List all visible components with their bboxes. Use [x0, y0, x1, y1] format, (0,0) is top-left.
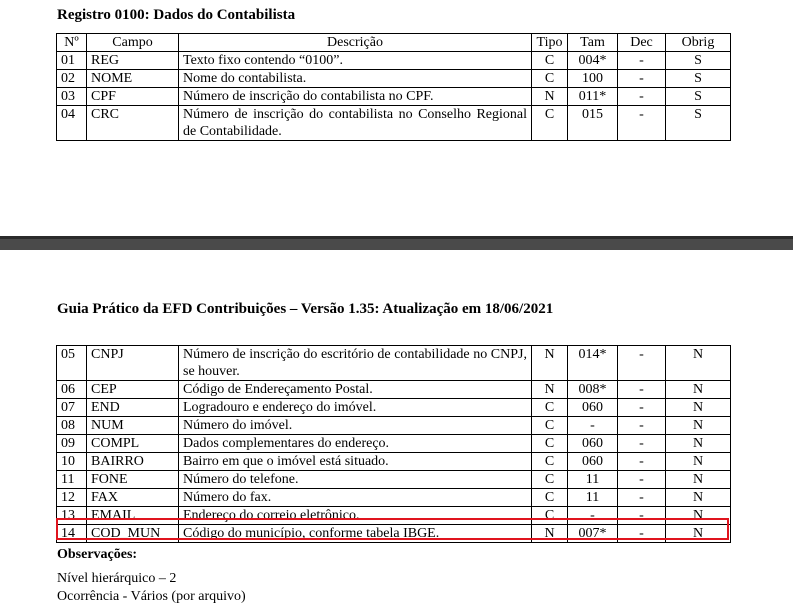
cell-tipo: C	[532, 489, 568, 507]
cell-campo: REG	[87, 52, 179, 70]
table-row	[57, 471, 731, 489]
cell-tam: 004*	[568, 52, 618, 70]
table-row	[57, 70, 731, 88]
cell-n: 07	[57, 399, 87, 417]
cell-tam: 060	[568, 399, 618, 417]
cell-tam: 008*	[568, 381, 618, 399]
header-campo: Campo	[87, 34, 179, 52]
table-row	[57, 435, 731, 453]
header-obrig: Obrig	[666, 34, 731, 52]
cell-tam: 015	[568, 106, 618, 141]
cell-tipo: C	[532, 399, 568, 417]
cell-dec: -	[618, 106, 666, 141]
cell-descricao: Número do fax.	[179, 489, 532, 507]
cell-obrig: N	[666, 453, 731, 471]
cell-obrig: N	[666, 525, 731, 543]
cell-campo: NUM	[87, 417, 179, 435]
cell-descricao: Logradouro e endereço do imóvel.	[179, 399, 532, 417]
table-row	[57, 489, 731, 507]
table-row	[57, 106, 731, 141]
header-dec: Dec	[618, 34, 666, 52]
cell-obrig: N	[666, 471, 731, 489]
cell-n: 12	[57, 489, 87, 507]
cell-obrig: N	[666, 346, 731, 381]
cell-dec: -	[618, 70, 666, 88]
registro-0100-table-part2	[56, 345, 731, 543]
header-tam: Tam	[568, 34, 618, 52]
cell-tam: 011*	[568, 88, 618, 106]
cell-campo: CEP	[87, 381, 179, 399]
cell-obrig: N	[666, 381, 731, 399]
page-separator	[0, 236, 793, 250]
ocorrencia: Ocorrência - Vários (por arquivo)	[57, 589, 246, 604]
cell-tipo: N	[532, 346, 568, 381]
table-row	[57, 88, 731, 106]
cell-descricao: Endereço do correio eletrônico.	[179, 507, 532, 525]
table-row	[57, 399, 731, 417]
cell-descricao: Bairro em que o imóvel está situado.	[179, 453, 532, 471]
cell-tam: -	[568, 417, 618, 435]
header-n: Nº	[57, 34, 87, 52]
cell-tipo: C	[532, 70, 568, 88]
cell-tipo: N	[532, 88, 568, 106]
table-row	[57, 507, 731, 525]
cell-descricao: Código de Endereçamento Postal.	[179, 381, 532, 399]
cell-tam: 014*	[568, 346, 618, 381]
cell-tam: -	[568, 507, 618, 525]
cell-campo: CRC	[87, 106, 179, 141]
cell-obrig: N	[666, 507, 731, 525]
cell-obrig: N	[666, 417, 731, 435]
cell-tam: 100	[568, 70, 618, 88]
cell-n: 14	[57, 525, 87, 543]
cell-tam: 060	[568, 453, 618, 471]
header-descricao: Descrição	[179, 34, 532, 52]
cell-obrig: N	[666, 435, 731, 453]
cell-campo: FONE	[87, 471, 179, 489]
cell-campo: EMAIL	[87, 507, 179, 525]
cell-tipo: C	[532, 417, 568, 435]
cell-tipo: N	[532, 381, 568, 399]
cell-dec: -	[618, 346, 666, 381]
cell-descricao: Número de inscrição do contabilista no CPF.	[179, 88, 532, 106]
cell-obrig: S	[666, 70, 731, 88]
cell-tam: 007*	[568, 525, 618, 543]
cell-dec: -	[618, 471, 666, 489]
cell-dec: -	[618, 52, 666, 70]
cell-dec: -	[618, 88, 666, 106]
cell-campo: BAIRRO	[87, 453, 179, 471]
section2-title: Guia Prático da EFD Contribuições – Versão 1.35: Atualização em 18/06/2021	[57, 301, 554, 317]
cell-tipo: C	[532, 507, 568, 525]
cell-n: 13	[57, 507, 87, 525]
cell-dec: -	[618, 507, 666, 525]
cell-n: 10	[57, 453, 87, 471]
cell-obrig: S	[666, 52, 731, 70]
cell-campo: NOME	[87, 70, 179, 88]
cell-obrig: N	[666, 489, 731, 507]
cell-obrig: N	[666, 399, 731, 417]
cell-descricao: Número de inscrição do escritório de contabilidade no CNPJ, se houver.	[179, 346, 532, 381]
cell-n: 05	[57, 346, 87, 381]
header-tipo: Tipo	[532, 34, 568, 52]
cell-dec: -	[618, 435, 666, 453]
cell-tam: 11	[568, 489, 618, 507]
table-row	[57, 417, 731, 435]
cell-tipo: C	[532, 106, 568, 141]
cell-tipo: C	[532, 471, 568, 489]
cell-tam: 060	[568, 435, 618, 453]
cell-tam: 11	[568, 471, 618, 489]
cell-campo: CNPJ	[87, 346, 179, 381]
cell-descricao: Dados complementares do endereço.	[179, 435, 532, 453]
cell-dec: -	[618, 399, 666, 417]
cell-descricao: Número de inscrição do contabilista no Conselho Regional de Contabilidade.	[179, 106, 532, 141]
cell-dec: -	[618, 489, 666, 507]
cell-n: 11	[57, 471, 87, 489]
cell-n: 02	[57, 70, 87, 88]
table-row	[57, 346, 731, 381]
table-row	[57, 525, 731, 543]
cell-n: 09	[57, 435, 87, 453]
observacoes-title: Observações:	[57, 547, 138, 562]
table-row	[57, 453, 731, 471]
cell-dec: -	[618, 381, 666, 399]
cell-descricao: Número do imóvel.	[179, 417, 532, 435]
cell-n: 01	[57, 52, 87, 70]
cell-descricao: Nome do contabilista.	[179, 70, 532, 88]
cell-campo: FAX	[87, 489, 179, 507]
table-row	[57, 381, 731, 399]
cell-descricao: Texto fixo contendo “0100”.	[179, 52, 532, 70]
cell-obrig: S	[666, 106, 731, 141]
cell-tipo: C	[532, 435, 568, 453]
section1-title: Registro 0100: Dados do Contabilista	[57, 7, 296, 23]
nivel-hierarquico: Nível hierárquico – 2	[57, 571, 177, 586]
cell-campo: COD_MUN	[87, 525, 179, 543]
table-row	[57, 52, 731, 70]
cell-dec: -	[618, 525, 666, 543]
cell-campo: COMPL	[87, 435, 179, 453]
table-header-row	[57, 34, 731, 52]
registro-0100-table-part1	[56, 33, 731, 141]
cell-descricao: Número do telefone.	[179, 471, 532, 489]
cell-campo: CPF	[87, 88, 179, 106]
cell-n: 03	[57, 88, 87, 106]
cell-tipo: C	[532, 453, 568, 471]
cell-dec: -	[618, 453, 666, 471]
cell-dec: -	[618, 417, 666, 435]
cell-tipo: N	[532, 525, 568, 543]
cell-n: 06	[57, 381, 87, 399]
cell-campo: END	[87, 399, 179, 417]
cell-n: 08	[57, 417, 87, 435]
cell-tipo: C	[532, 52, 568, 70]
cell-obrig: S	[666, 88, 731, 106]
cell-descricao: Código do município, conforme tabela IBGE.	[179, 525, 532, 543]
cell-n: 04	[57, 106, 87, 141]
